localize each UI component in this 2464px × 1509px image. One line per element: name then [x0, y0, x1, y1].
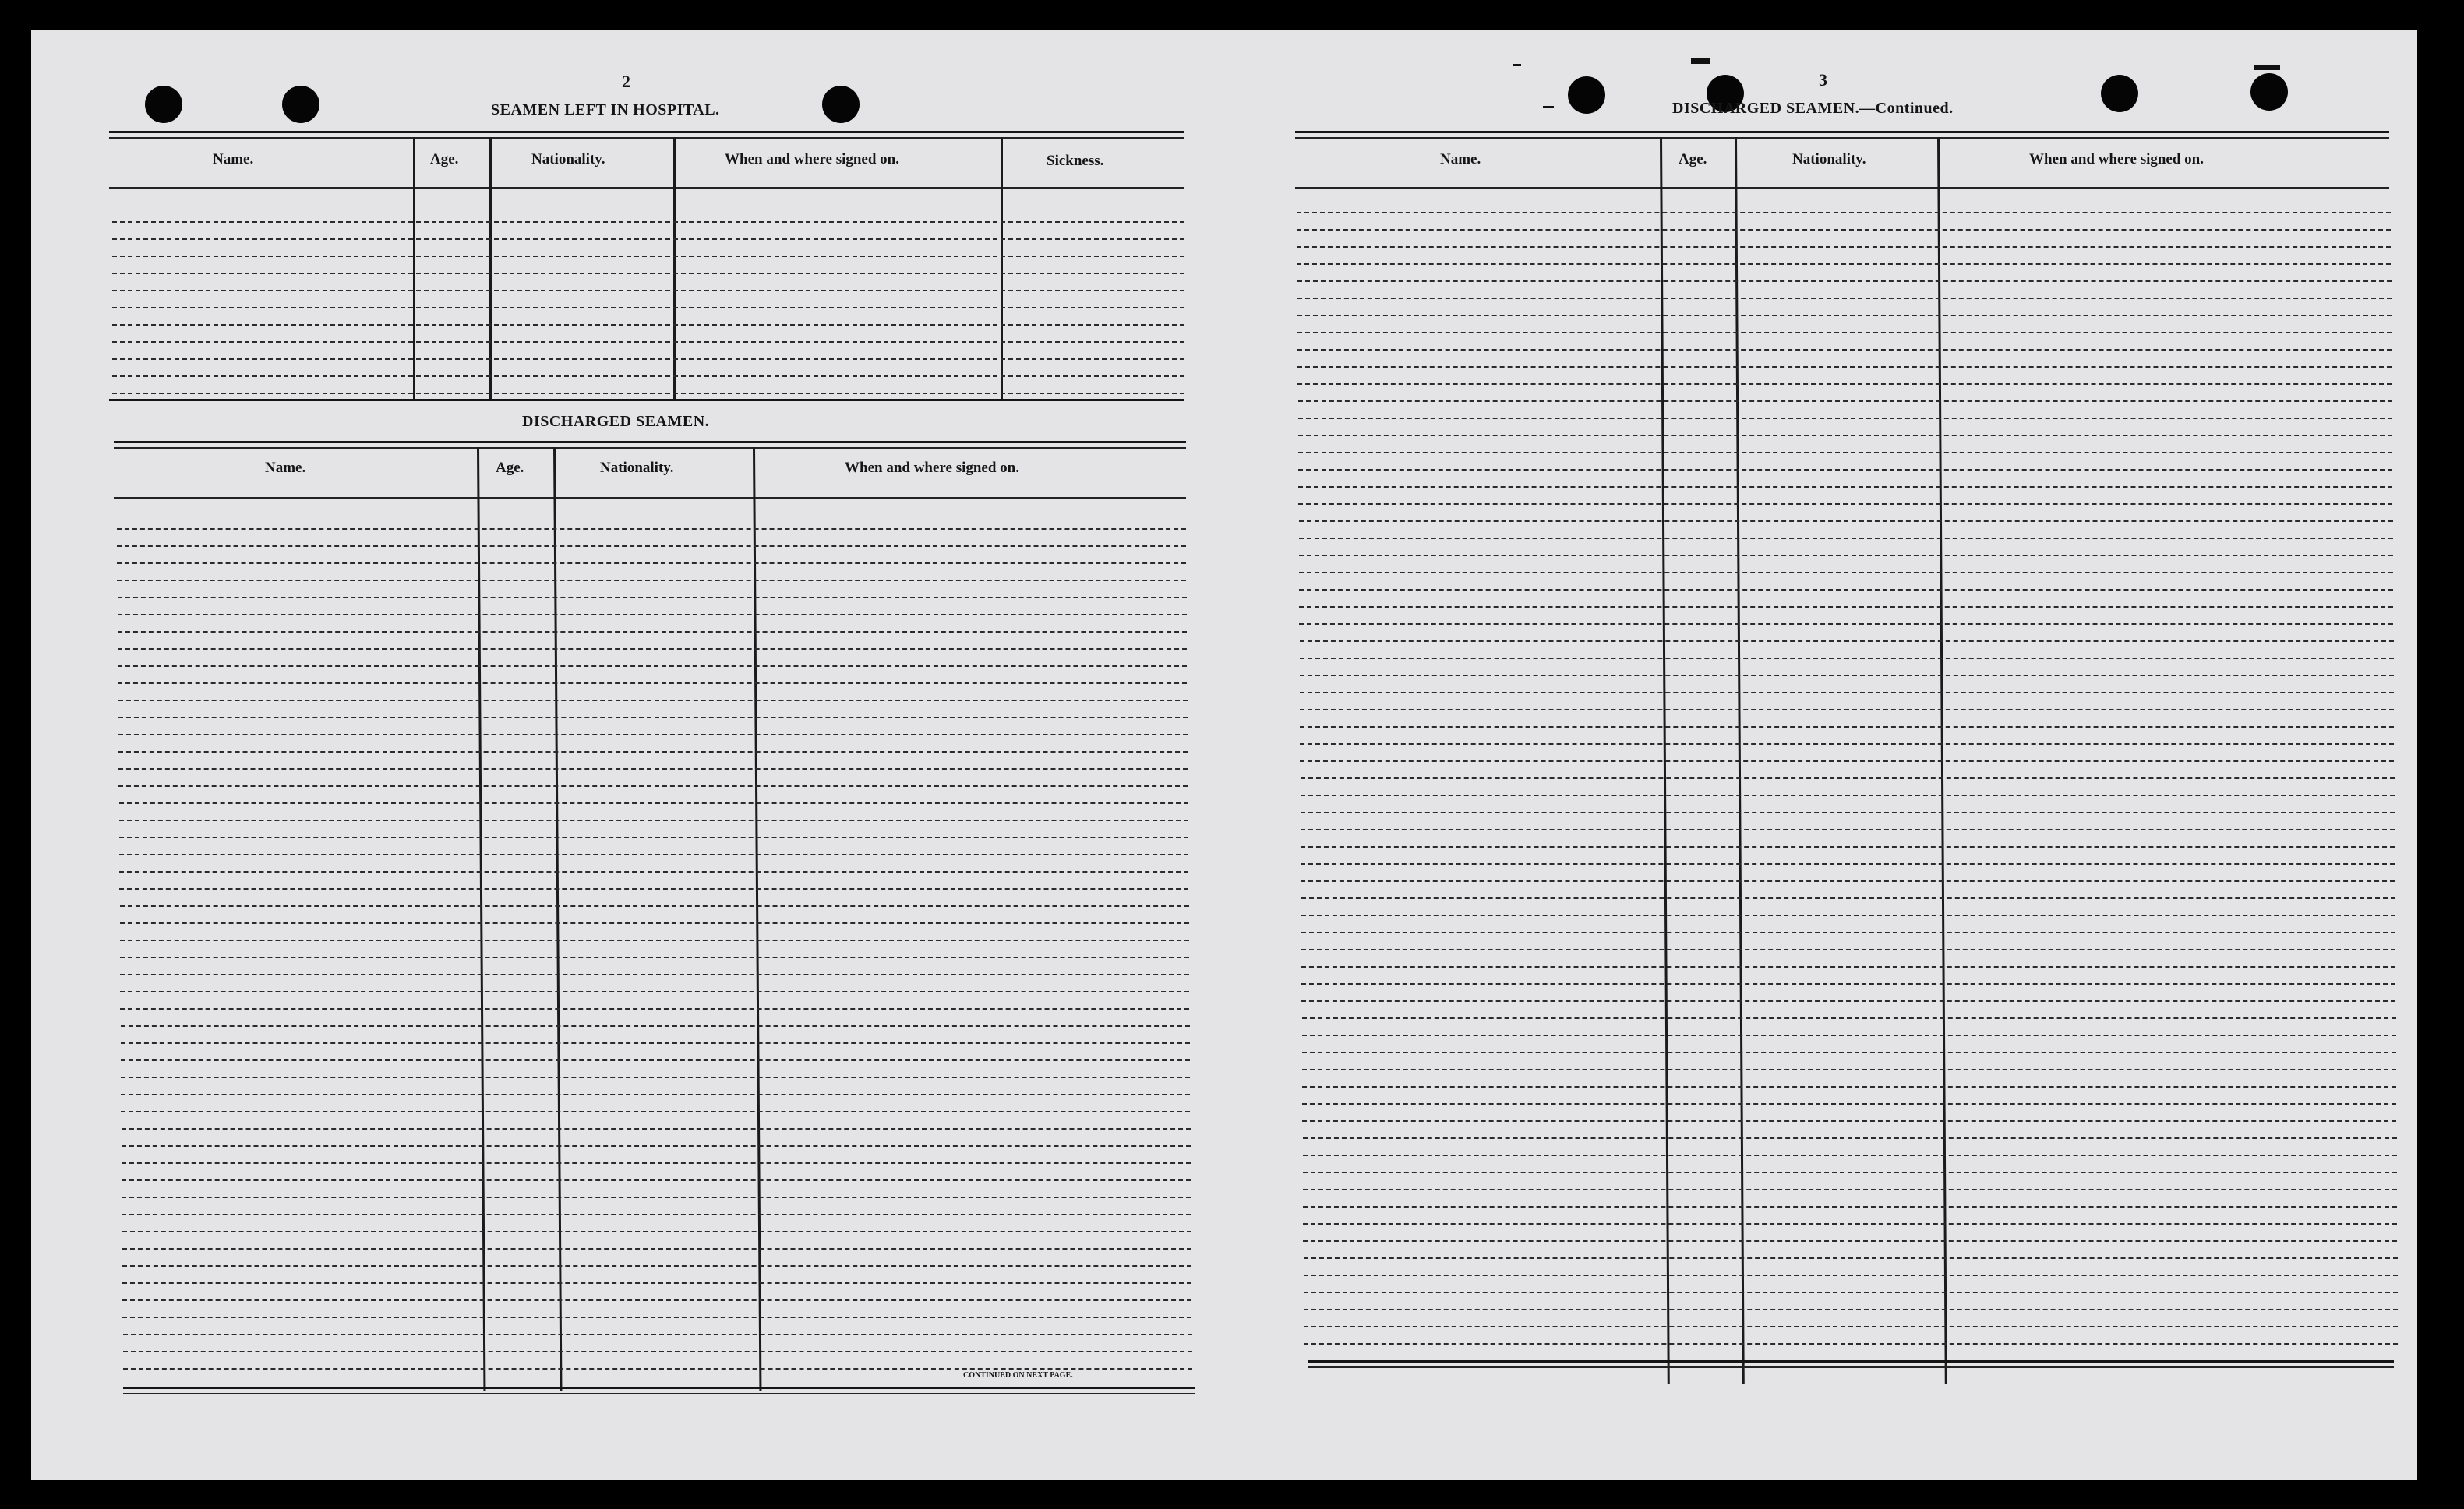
table-rule — [114, 441, 1186, 443]
form-row-line — [1301, 829, 2395, 830]
table-rule — [109, 131, 1184, 133]
punch-hole — [145, 86, 182, 123]
form-row-line — [1304, 1275, 2398, 1276]
column-header-when-where: When and where signed on. — [725, 151, 900, 167]
form-row-line — [1303, 1189, 2397, 1190]
form-row-line — [1299, 606, 2393, 608]
table-header-rule — [1295, 187, 2389, 189]
form-row-line — [1303, 1172, 2397, 1173]
form-row-line — [1304, 1326, 2398, 1327]
form-row-line — [120, 957, 1189, 958]
form-row-line — [122, 1197, 1191, 1198]
form-row-line — [122, 1145, 1191, 1147]
form-row-line — [1299, 538, 2393, 539]
form-row-line — [1297, 366, 2392, 368]
form-row-line — [119, 820, 1188, 821]
form-row-line — [118, 751, 1188, 753]
column-header-name: Name. — [265, 460, 306, 476]
discharged-section-title: DISCHARGED SEAMEN. — [522, 413, 710, 430]
form-row-line — [122, 1162, 1191, 1164]
form-row-line — [1301, 949, 2395, 950]
form-row-line — [1298, 486, 2392, 488]
form-row-line — [122, 1128, 1191, 1130]
form-row-line — [118, 682, 1187, 684]
form-row-line — [1301, 880, 2395, 882]
column-header-age: Age. — [1679, 151, 1707, 167]
form-row-line — [112, 375, 1184, 377]
continued-note: CONTINUED ON NEXT PAGE. — [963, 1371, 1073, 1380]
form-row-line — [122, 1231, 1191, 1232]
form-row-line — [112, 238, 1184, 240]
form-row-line — [1303, 1223, 2397, 1225]
form-row-line — [1299, 623, 2393, 625]
punch-hole — [1568, 76, 1605, 114]
form-row-line — [122, 1265, 1191, 1267]
form-row-line — [1301, 915, 2395, 916]
form-row-line — [1302, 1103, 2396, 1105]
discharged-continued-title: DISCHARGED SEAMEN.—Continued. — [1672, 100, 1954, 117]
document-sheet — [31, 30, 2417, 1480]
form-row-line — [118, 631, 1187, 633]
form-row-line — [1302, 1035, 2396, 1036]
form-row-line — [120, 1008, 1189, 1010]
table-rule — [123, 1387, 1195, 1389]
form-row-line — [1304, 1309, 2398, 1310]
right-page — [1223, 30, 2417, 1480]
scan-speck — [1543, 106, 1554, 108]
form-row-line — [1298, 452, 2392, 453]
form-row-line — [112, 273, 1184, 274]
form-row-line — [112, 324, 1184, 326]
form-row-line — [112, 290, 1184, 291]
form-row-line — [118, 665, 1187, 667]
column-header-name: Name. — [213, 151, 254, 167]
column-divider — [753, 447, 761, 1391]
form-row-line — [122, 1248, 1191, 1250]
form-row-line — [122, 1299, 1191, 1301]
form-row-line — [122, 1179, 1191, 1181]
form-row-line — [1300, 640, 2394, 642]
form-row-line — [112, 341, 1184, 343]
form-row-line — [121, 1077, 1190, 1078]
form-row-line — [121, 1111, 1190, 1112]
form-row-line — [118, 648, 1187, 650]
form-row-line — [1301, 897, 2395, 899]
form-row-line — [118, 717, 1188, 718]
punch-hole — [2101, 75, 2138, 112]
page-number: 2 — [622, 72, 630, 91]
form-row-line — [1299, 520, 2393, 522]
table-header-rule — [114, 497, 1186, 499]
form-row-line — [1300, 658, 2394, 659]
column-header-when-where: When and where signed on. — [2029, 151, 2205, 167]
form-row-line — [119, 854, 1188, 855]
form-row-line — [112, 358, 1184, 360]
form-row-line — [1300, 692, 2394, 693]
form-row-line — [1302, 1052, 2396, 1053]
table-rule — [123, 1393, 1195, 1394]
table-rule — [1308, 1366, 2394, 1368]
punch-hole — [2250, 73, 2288, 111]
form-row-line — [121, 1094, 1190, 1095]
form-row-line — [123, 1334, 1192, 1335]
form-row-line — [1303, 1155, 2397, 1156]
form-row-line — [118, 768, 1188, 770]
form-row-line — [1304, 1343, 2398, 1345]
form-row-line — [118, 785, 1188, 787]
form-row-line — [117, 545, 1186, 547]
form-row-line — [121, 1042, 1190, 1044]
table-rule — [1308, 1360, 2394, 1363]
form-row-line — [112, 256, 1184, 257]
column-header-age: Age. — [430, 151, 459, 167]
form-row-line — [1301, 812, 2395, 813]
form-row-line — [1299, 555, 2393, 556]
form-row-line — [1301, 863, 2395, 865]
form-row-line — [122, 1282, 1191, 1284]
form-row-line — [120, 991, 1189, 992]
form-row-line — [1301, 966, 2395, 968]
form-row-line — [1300, 760, 2394, 762]
form-row-line — [1297, 263, 2391, 265]
form-row-line — [1298, 469, 2392, 471]
column-header-nationality: Nationality. — [600, 460, 674, 476]
form-row-line — [1297, 280, 2392, 282]
form-row-line — [1297, 383, 2392, 385]
form-row-line — [112, 307, 1184, 308]
form-row-line — [112, 221, 1184, 223]
form-row-line — [123, 1368, 1192, 1370]
table-rule — [109, 399, 1184, 401]
column-header-when-where: When and where signed on. — [845, 460, 1020, 476]
form-row-line — [1304, 1257, 2398, 1259]
form-row-line — [1303, 1137, 2397, 1139]
form-row-line — [1302, 1017, 2396, 1019]
form-row-line — [1297, 212, 2391, 213]
form-row-line — [122, 1317, 1191, 1318]
form-row-line — [1303, 1206, 2397, 1208]
form-row-line — [1301, 932, 2395, 933]
form-row-line — [1300, 675, 2394, 676]
form-row-line — [1301, 777, 2395, 779]
form-row-line — [1301, 846, 2395, 848]
form-row-line — [1303, 1240, 2397, 1242]
form-row-line — [1300, 743, 2394, 745]
form-row-line — [1297, 246, 2391, 248]
column-header-nationality: Nationality. — [1792, 151, 1866, 167]
form-row-line — [123, 1351, 1192, 1352]
form-row-line — [1299, 589, 2393, 591]
form-row-line — [119, 871, 1188, 873]
scan-speck — [1691, 58, 1710, 64]
column-header-sickness: Sickness. — [1047, 153, 1104, 169]
table-rule — [114, 447, 1186, 449]
form-row-line — [1301, 795, 2395, 796]
form-row-line — [1299, 572, 2393, 573]
form-row-line — [1302, 1086, 2396, 1088]
form-row-line — [1298, 503, 2392, 505]
form-row-line — [1300, 726, 2394, 728]
form-row-line — [1297, 349, 2392, 351]
form-row-line — [120, 974, 1189, 975]
punch-hole — [822, 86, 860, 123]
form-row-line — [1300, 709, 2394, 710]
form-row-line — [117, 562, 1186, 564]
form-row-line — [118, 734, 1188, 735]
page-number: 3 — [1819, 70, 1827, 90]
form-row-line — [120, 940, 1189, 941]
column-header-nationality: Nationality. — [531, 151, 605, 167]
form-row-line — [1297, 332, 2392, 333]
table-rule — [1295, 137, 2389, 139]
column-divider — [553, 447, 562, 1391]
scan-speck — [2254, 65, 2280, 70]
form-row-line — [122, 1214, 1191, 1215]
scan-speck — [1513, 64, 1521, 66]
form-row-line — [1298, 435, 2392, 436]
form-row-line — [1298, 400, 2392, 402]
table-rule — [109, 137, 1184, 139]
table-header-rule — [109, 187, 1184, 189]
form-row-line — [1304, 1292, 2398, 1293]
form-row-line — [120, 922, 1189, 924]
form-row-line — [120, 905, 1189, 907]
form-row-line — [117, 528, 1186, 530]
column-header-age: Age. — [496, 460, 524, 476]
form-row-line — [119, 888, 1188, 890]
punch-hole — [282, 86, 319, 123]
form-row-line — [118, 597, 1187, 598]
form-row-line — [118, 700, 1188, 701]
form-row-line — [121, 1059, 1190, 1061]
form-row-line — [112, 393, 1184, 394]
hospital-section-title: SEAMEN LEFT IN HOSPITAL. — [491, 101, 720, 118]
form-row-line — [119, 837, 1188, 838]
column-divider — [477, 447, 485, 1391]
form-row-line — [1297, 229, 2391, 231]
form-row-line — [1297, 315, 2392, 316]
form-row-line — [119, 802, 1188, 804]
form-row-line — [117, 580, 1186, 581]
form-row-line — [121, 1025, 1190, 1027]
form-row-line — [1302, 1069, 2396, 1070]
column-header-name: Name. — [1440, 151, 1481, 167]
form-row-line — [1301, 983, 2395, 985]
form-row-line — [1298, 418, 2392, 419]
table-rule — [1295, 131, 2389, 133]
left-page — [31, 30, 1223, 1480]
form-row-line — [1302, 1120, 2396, 1122]
form-row-line — [1301, 1000, 2395, 1002]
form-row-line — [118, 614, 1187, 615]
form-row-line — [1297, 298, 2392, 299]
